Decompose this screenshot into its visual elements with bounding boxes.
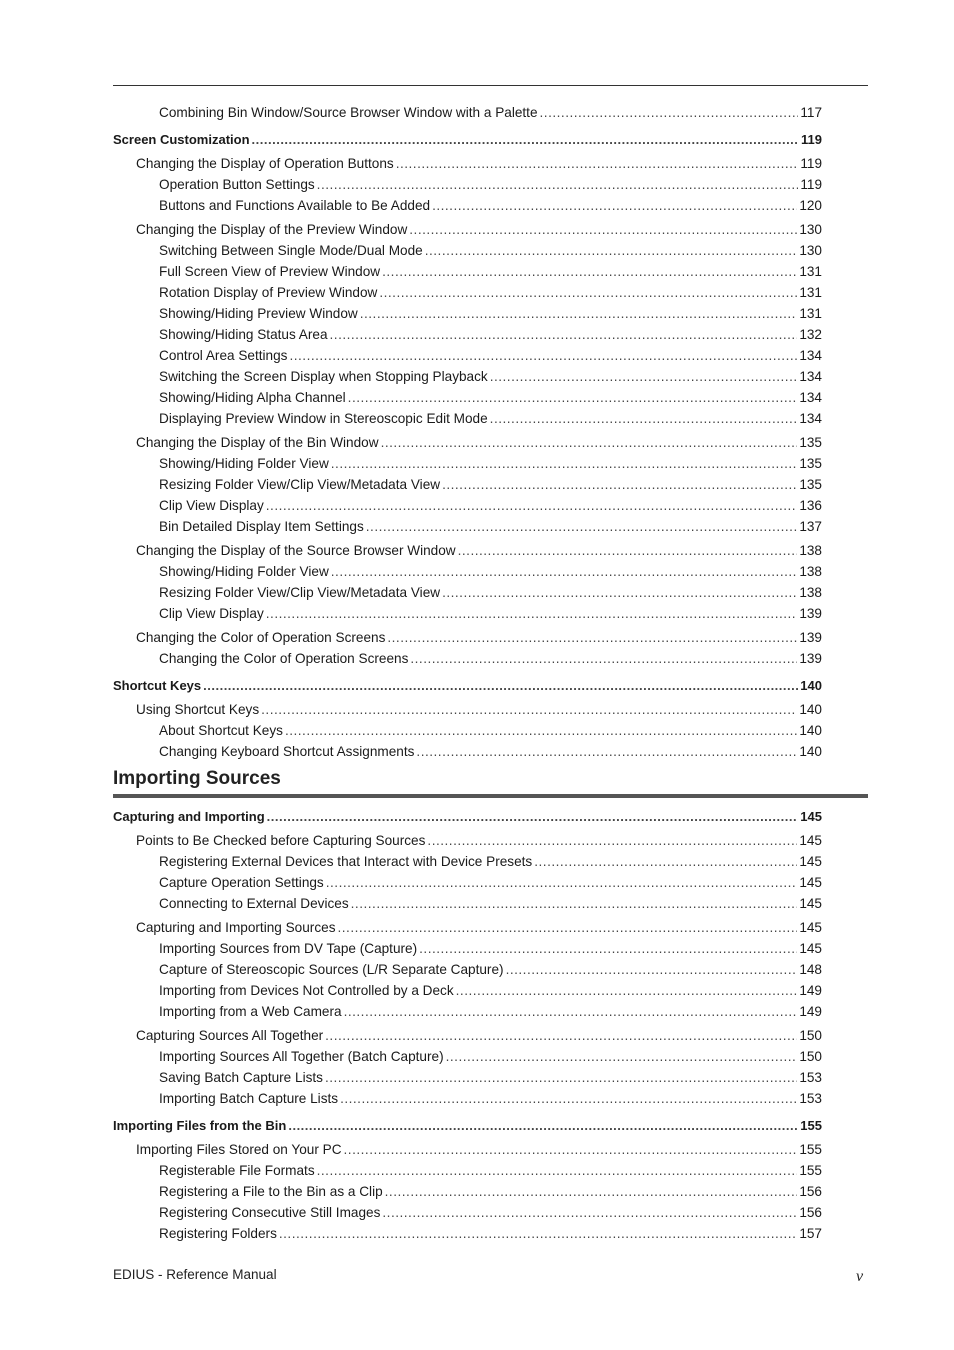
dot-leader	[396, 153, 799, 174]
dot-leader	[266, 603, 798, 624]
toc-entry[interactable]	[113, 561, 822, 582]
dot-leader	[456, 980, 798, 1001]
toc-entry-title: Buttons and Functions Available to Be Added	[159, 198, 431, 213]
toc-entry-page: 134	[799, 369, 822, 384]
toc-entry-title: Registering Consecutive Still Images	[159, 1205, 381, 1220]
dot-leader	[279, 1223, 797, 1244]
toc-entry-title: Capturing Sources All Together	[136, 1028, 324, 1043]
toc-entry-title: Changing the Color of Operation Screens	[159, 651, 409, 666]
toc-entry-page: 131	[799, 264, 822, 279]
toc-entry-title: Bin Detailed Display Item Settings	[159, 519, 364, 534]
dot-leader	[288, 1115, 798, 1136]
toc-entry-page: 132	[799, 327, 822, 342]
toc-entry[interactable]	[113, 387, 822, 408]
toc-entry[interactable]	[113, 516, 822, 537]
toc-entry[interactable]	[113, 1001, 822, 1022]
toc-entry-title: Showing/Hiding Preview Window	[159, 306, 358, 321]
dot-leader	[442, 582, 797, 603]
toc-list-bottom	[113, 806, 822, 1244]
toc-entry-title: Registering a File to the Bin as a Clip	[159, 1184, 383, 1199]
dot-leader	[330, 324, 798, 345]
toc-entry[interactable]	[113, 195, 822, 216]
toc-entry-page: 145	[800, 809, 822, 824]
toc-entry-title: Screen Customization	[113, 132, 250, 147]
dot-leader	[267, 806, 799, 827]
toc-entry-page: 155	[799, 1163, 822, 1178]
toc-entry-title: Combining Bin Window/Source Browser Window with a Palette	[159, 105, 538, 120]
toc-entry-title: Showing/Hiding Status Area	[159, 327, 328, 342]
dot-leader	[382, 261, 797, 282]
toc-entry-page: 139	[799, 606, 822, 621]
toc-entry-page: 136	[799, 498, 822, 513]
toc-entry[interactable]	[113, 240, 822, 261]
dot-leader	[285, 720, 797, 741]
dot-leader	[325, 1067, 797, 1088]
toc-entry[interactable]	[113, 282, 822, 303]
toc-entry[interactable]	[113, 627, 822, 648]
toc-entry[interactable]	[113, 675, 822, 696]
dot-leader	[289, 345, 797, 366]
toc-entry-title: Clip View Display	[159, 498, 264, 513]
toc-entry[interactable]	[113, 453, 822, 474]
dot-leader	[331, 561, 798, 582]
toc-entry[interactable]	[113, 741, 822, 762]
toc-entry[interactable]	[113, 153, 822, 174]
toc-entry[interactable]	[113, 830, 822, 851]
toc-entry-title: Changing the Display of the Source Browser Window	[136, 543, 456, 558]
toc-entry-page: 149	[799, 1004, 822, 1019]
toc-entry[interactable]	[113, 648, 822, 669]
toc-entry-title: Points to Be Checked before Capturing Sources	[136, 833, 426, 848]
toc-entry-page: 135	[799, 477, 822, 492]
toc-entry[interactable]	[113, 474, 822, 495]
toc-list-top	[113, 102, 822, 762]
dot-leader	[409, 219, 797, 240]
dot-leader	[252, 129, 799, 150]
toc-entry-title: Full Screen View of Preview Window	[159, 264, 381, 279]
dot-leader	[338, 917, 798, 938]
toc-entry[interactable]	[113, 303, 822, 324]
toc-entry-page: 140	[800, 678, 822, 693]
toc-entry-title: Importing Files Stored on Your PC	[136, 1142, 342, 1157]
toc-entry-title: Rotation Display of Preview Window	[159, 285, 378, 300]
dot-leader	[490, 408, 798, 429]
toc-entry-title: Capture Operation Settings	[159, 875, 324, 890]
dot-leader	[317, 1160, 798, 1181]
toc-entry-page: 119	[800, 156, 822, 171]
toc-entry-title: Importing Batch Capture Lists	[159, 1091, 339, 1106]
toc-entry-page: 131	[799, 306, 822, 321]
top-rule	[113, 85, 868, 86]
toc-entry[interactable]	[113, 917, 822, 938]
toc-entry[interactable]	[113, 959, 822, 980]
toc-entry[interactable]	[113, 495, 822, 516]
toc-entry-page: 145	[799, 896, 822, 911]
toc-entry[interactable]	[113, 582, 822, 603]
dot-leader	[325, 1025, 797, 1046]
toc-entry[interactable]	[113, 980, 822, 1001]
dot-leader	[360, 303, 798, 324]
dot-leader	[419, 938, 797, 959]
toc-entry-page: 137	[799, 519, 822, 534]
toc-entry[interactable]	[113, 408, 822, 429]
toc-entry-page: 134	[799, 411, 822, 426]
toc-entry-page: 138	[799, 585, 822, 600]
toc-entry[interactable]	[113, 1115, 822, 1136]
toc-entry[interactable]	[113, 174, 822, 195]
dot-leader	[446, 1046, 798, 1067]
toc-entry[interactable]	[113, 1202, 822, 1223]
toc-entry-page: 155	[800, 1118, 822, 1133]
toc-entry-title: Clip View Display	[159, 606, 264, 621]
section-heading: Importing Sources	[113, 768, 281, 789]
toc-entry-page: 156	[799, 1184, 822, 1199]
dot-leader	[432, 195, 797, 216]
toc-entry[interactable]	[113, 893, 822, 914]
toc-entry-title: Showing/Hiding Alpha Channel	[159, 390, 346, 405]
toc-entry-page: 145	[799, 875, 822, 890]
dot-leader	[351, 893, 798, 914]
toc-entry-title: Importing Files from the Bin	[113, 1118, 287, 1133]
toc-entry-title: Capturing and Importing Sources	[136, 920, 336, 935]
toc-entry[interactable]	[113, 261, 822, 282]
toc-entry[interactable]	[113, 1181, 822, 1202]
toc-entry-page: 140	[799, 723, 822, 738]
dot-leader	[410, 648, 797, 669]
toc-entry-title: Changing the Color of Operation Screens	[136, 630, 386, 645]
toc-entry[interactable]	[113, 872, 822, 893]
toc-entry[interactable]	[113, 324, 822, 345]
toc-entry-page: 145	[799, 833, 822, 848]
toc-entry-page: 150	[799, 1028, 822, 1043]
toc-entry[interactable]	[113, 219, 822, 240]
toc-entry-title: Saving Batch Capture Lists	[159, 1070, 323, 1085]
dot-leader	[425, 240, 798, 261]
toc-entry-title: Importing from a Web Camera	[159, 1004, 342, 1019]
toc-entry-page: 153	[799, 1091, 822, 1106]
toc-entry-page: 145	[799, 941, 822, 956]
toc-entry-page: 130	[799, 222, 822, 237]
toc-entry-title: Changing the Display of the Bin Window	[136, 435, 379, 450]
dot-leader	[348, 387, 798, 408]
toc-entry-page: 117	[800, 105, 822, 120]
toc-entry-page: 134	[799, 390, 822, 405]
toc-entry-page: 155	[799, 1142, 822, 1157]
toc-entry-page: 135	[799, 435, 822, 450]
toc-entry-title: Changing the Display of Operation Buttons	[136, 156, 394, 171]
toc-entry-title: Using Shortcut Keys	[136, 702, 260, 717]
toc-entry-page: 145	[799, 854, 822, 869]
toc-entry-title: Shortcut Keys	[113, 678, 202, 693]
dot-leader	[344, 1001, 798, 1022]
section-rule	[113, 794, 868, 798]
toc-entry-page: 153	[799, 1070, 822, 1085]
dot-leader	[540, 102, 799, 123]
toc-entry[interactable]	[113, 1139, 822, 1160]
toc-entry-title: Importing from Devices Not Controlled by a Deck	[159, 983, 454, 998]
toc-entry[interactable]	[113, 129, 822, 150]
footer-title: EDIUS - Reference Manual	[113, 1267, 277, 1282]
dot-leader	[326, 872, 798, 893]
toc-entry-title: Registering External Devices that Interact with Device Presets	[159, 854, 533, 869]
toc-entry-page: 120	[799, 198, 822, 213]
dot-leader	[416, 741, 797, 762]
toc-entry[interactable]	[113, 806, 822, 827]
toc-entry-page: 139	[799, 651, 822, 666]
toc-entry-page: 145	[799, 920, 822, 935]
toc-entry[interactable]	[113, 540, 822, 561]
dot-leader	[442, 474, 797, 495]
toc-entry-page: 150	[799, 1049, 822, 1064]
toc-entry[interactable]	[113, 851, 822, 872]
toc-entry-title: About Shortcut Keys	[159, 723, 283, 738]
toc-entry-title: Control Area Settings	[159, 348, 288, 363]
toc-entry-title: Operation Button Settings	[159, 177, 315, 192]
dot-leader	[458, 540, 798, 561]
toc-entry-page: 130	[799, 243, 822, 258]
toc-entry-title: Capturing and Importing	[113, 809, 265, 824]
toc-entry-title: Showing/Hiding Folder View	[159, 564, 329, 579]
toc-entry[interactable]	[113, 1025, 822, 1046]
toc-entry-page: 135	[799, 456, 822, 471]
toc-entry[interactable]	[113, 1223, 822, 1244]
toc-entry-title: Displaying Preview Window in Stereoscopic Edit Mode	[159, 411, 488, 426]
toc-entry[interactable]	[113, 1088, 822, 1109]
toc-entry-title: Resizing Folder View/Clip View/Metadata View	[159, 585, 441, 600]
toc-entry[interactable]	[113, 720, 822, 741]
footer-page-number: v	[856, 1268, 864, 1285]
dot-leader	[387, 627, 797, 648]
toc-entry-title: Capture of Stereoscopic Sources (L/R Separate Capture)	[159, 962, 504, 977]
dot-leader	[506, 959, 798, 980]
dot-leader	[381, 432, 798, 453]
toc-entry-page: 119	[800, 177, 822, 192]
toc-entry-title: Changing the Display of the Preview Window	[136, 222, 408, 237]
dot-leader	[317, 174, 799, 195]
toc-entry-title: Changing Keyboard Shortcut Assignments	[159, 744, 415, 759]
toc-entry-page: 148	[799, 962, 822, 977]
toc-entry[interactable]	[113, 366, 822, 387]
dot-leader	[203, 675, 798, 696]
toc-entry-title: Importing Sources from DV Tape (Capture)	[159, 941, 418, 956]
toc-entry[interactable]	[113, 102, 822, 123]
toc-entry-page: 131	[799, 285, 822, 300]
dot-leader	[490, 366, 798, 387]
dot-leader	[340, 1088, 797, 1109]
toc-entry-title: Switching the Screen Display when Stopping Playback	[159, 369, 488, 384]
toc-entry[interactable]	[113, 432, 822, 453]
toc-entry[interactable]	[113, 1046, 822, 1067]
toc-entry-page: 156	[799, 1205, 822, 1220]
dot-leader	[382, 1202, 797, 1223]
toc-entry[interactable]	[113, 345, 822, 366]
toc-entry-page: 140	[799, 744, 822, 759]
toc-entry[interactable]	[113, 1067, 822, 1088]
toc-entry-page: 157	[799, 1226, 822, 1241]
toc-entry[interactable]	[113, 603, 822, 624]
dot-leader	[534, 851, 797, 872]
dot-leader	[344, 1139, 798, 1160]
toc-entry[interactable]	[113, 938, 822, 959]
toc-entry[interactable]	[113, 1160, 822, 1181]
dot-leader	[427, 830, 797, 851]
dot-leader	[266, 495, 798, 516]
toc-entry-page: 119	[801, 132, 822, 147]
dot-leader	[331, 453, 798, 474]
toc-entry-page: 138	[799, 564, 822, 579]
toc-entry-title: Registerable File Formats	[159, 1163, 315, 1178]
toc-entry-title: Importing Sources All Together (Batch Capture)	[159, 1049, 444, 1064]
toc-entry-page: 140	[799, 702, 822, 717]
toc-entry-page: 139	[799, 630, 822, 645]
toc-entry-title: Registering Folders	[159, 1226, 277, 1241]
toc-entry-title: Switching Between Single Mode/Dual Mode	[159, 243, 423, 258]
toc-entry-page: 134	[799, 348, 822, 363]
dot-leader	[379, 282, 797, 303]
toc-entry-page: 138	[799, 543, 822, 558]
dot-leader	[385, 1181, 798, 1202]
toc-entry-title: Resizing Folder View/Clip View/Metadata View	[159, 477, 441, 492]
dot-leader	[261, 699, 797, 720]
toc-entry[interactable]	[113, 699, 822, 720]
toc-entry-page: 149	[799, 983, 822, 998]
dot-leader	[366, 516, 798, 537]
toc-entry-title: Showing/Hiding Folder View	[159, 456, 329, 471]
toc-entry-title: Connecting to External Devices	[159, 896, 349, 911]
